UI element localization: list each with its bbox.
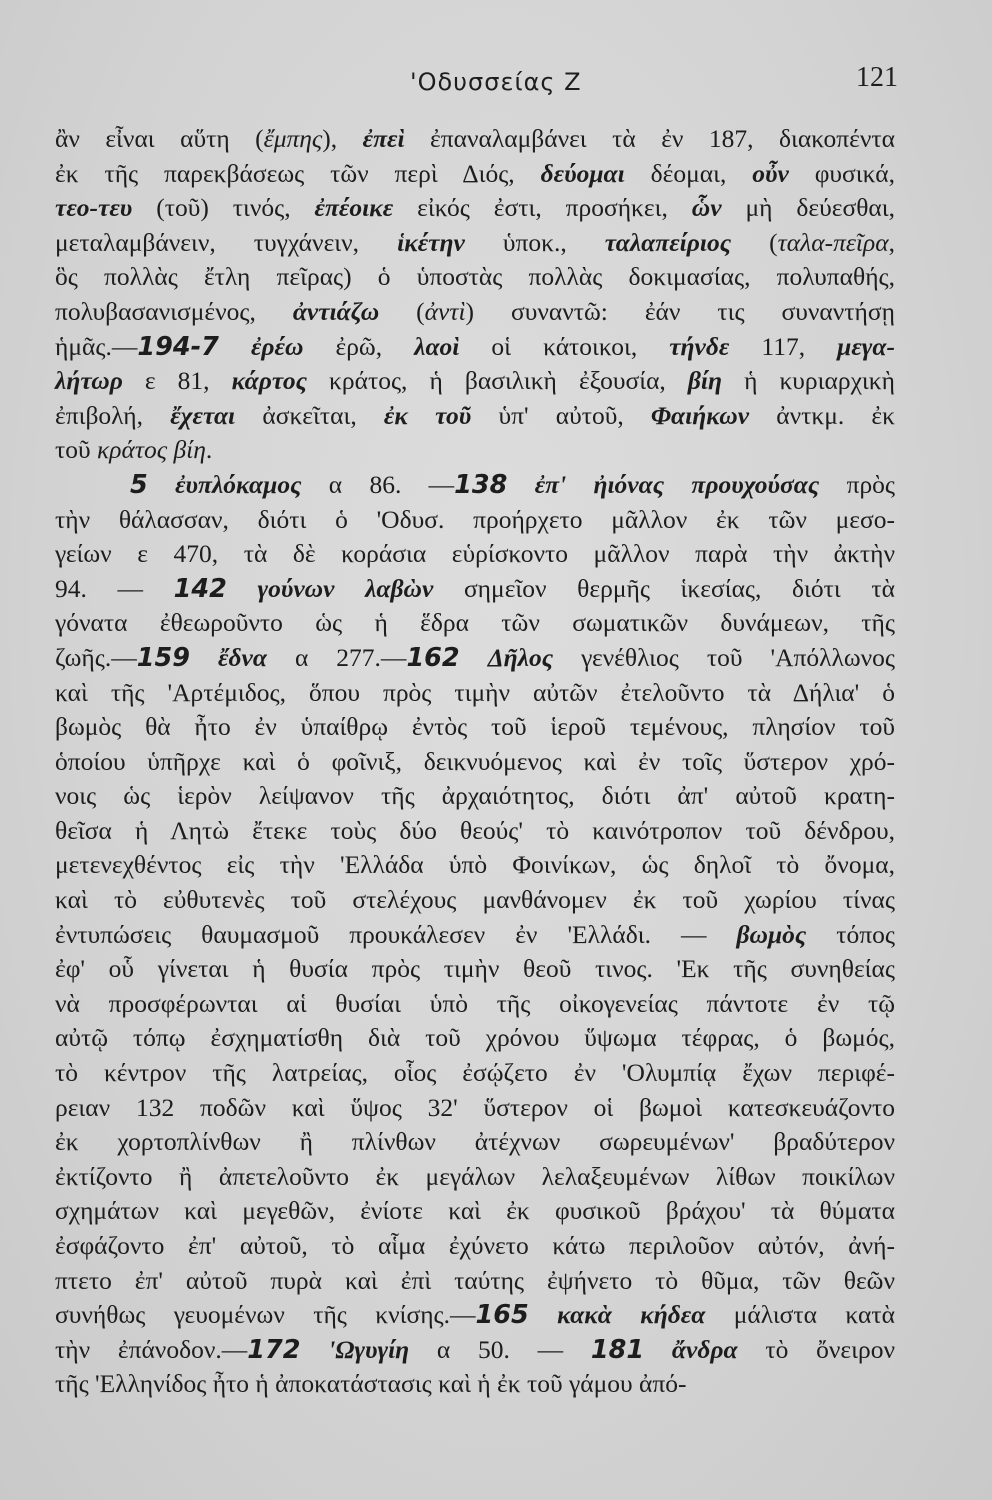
lemma-term: κακὰ κήδεα bbox=[557, 1300, 706, 1330]
italic-run: κράτος βίη bbox=[97, 435, 206, 465]
text-run: ἐντυπώσεις θαυμασμοῦ προυκάλεσεν ἐν 'Ελλάδι. — bbox=[55, 919, 737, 949]
text-run bbox=[190, 643, 218, 672]
verse-number: 159 bbox=[136, 642, 190, 673]
lemma-term: ἐκ τοῦ bbox=[383, 400, 472, 430]
text-run: ἐπιβολή, bbox=[55, 400, 171, 430]
lemma-term: ἄνδρα bbox=[671, 1334, 738, 1364]
text-run bbox=[219, 332, 251, 361]
lemma-term: κάρτος bbox=[231, 366, 307, 396]
text-line bbox=[55, 399, 895, 434]
verse-number: 138 bbox=[454, 469, 508, 500]
text-run: πτετο ἐπ' αὐτοῦ πυρὰ καὶ ἐπὶ ταύτης ἐψήνετο τὸ θῦμα, τῶν θεῶν bbox=[55, 1265, 895, 1295]
text-run: θεῖσα ἡ Λητὼ ἔτεκε τοὺς δύο θεούς' τὸ καινότροπον τοῦ δένδρου, bbox=[55, 815, 895, 845]
text-line bbox=[55, 1229, 895, 1264]
lemma-term: τεο-τευ bbox=[55, 193, 133, 223]
text-line bbox=[55, 1298, 895, 1333]
text-run: ὃς πολλὰς ἔτλη πεῖρας) ὁ ὑποστὰς πολλὰς δοκιμασίας, πολυπαθής, bbox=[55, 262, 895, 292]
text-run: ), bbox=[322, 124, 363, 153]
text-run: δέομαι, bbox=[624, 158, 753, 188]
lemma-term: ἱκέτην bbox=[397, 227, 465, 257]
text-line bbox=[55, 295, 895, 330]
text-run: εἰκός ἐστι, προσήκει, bbox=[393, 193, 692, 223]
lemma-term: τήνδε bbox=[669, 331, 730, 361]
lemma-term: ἔχεται bbox=[170, 400, 236, 430]
text-run: καὶ τὸ εὐθυτενὲς τοῦ στελέχους μανθάνομεν ἐκ τοῦ χωρίου τίνας bbox=[55, 885, 895, 915]
text-run: ἐσφάζοντο ἐπ' αὐτοῦ, τὸ αἷμα ἐχύνετο κάτω περιλοῦον αὐτόν, ἀνή- bbox=[55, 1231, 895, 1260]
lemma-term: ἐπ' ἠιόνας προυχούσας bbox=[534, 469, 820, 499]
text-run: ὑπ' αὐτοῦ, bbox=[471, 400, 651, 430]
text-line bbox=[55, 848, 895, 883]
text-run: ἐρῶ, bbox=[303, 331, 415, 361]
text-line bbox=[55, 191, 895, 226]
text-run: ἐφ' οὗ γίνεται ἡ θυσία πρὸς τιμὴν θεοῦ τινος. 'Εκ τῆς συνηθείας bbox=[55, 954, 895, 984]
text-run: ἀσκεῖται, bbox=[235, 400, 384, 430]
text-line bbox=[55, 1194, 895, 1229]
lemma-term: ἐυπλόκαμος bbox=[175, 469, 302, 499]
text-run: 94. — bbox=[55, 573, 174, 603]
text-line bbox=[55, 606, 895, 641]
text-run bbox=[301, 1335, 329, 1364]
text-run bbox=[529, 1300, 557, 1329]
page-number: 121 bbox=[856, 62, 898, 93]
text-line bbox=[55, 1021, 895, 1056]
text-run: σημεῖον θερμῆς ἱκεσίας, διότι τὰ bbox=[433, 573, 896, 603]
text-line bbox=[55, 1264, 895, 1299]
lemma-term: Φαιήκων bbox=[650, 400, 750, 430]
text-run: καὶ τῆς 'Αρτέμιδος, ὅπου πρὸς τιμὴν αὐτῶν ἐτελοῦντο τὰ Δήλια' ὁ bbox=[55, 677, 895, 707]
text-line bbox=[55, 1333, 895, 1368]
lemma-term: γούνων λαβὼν bbox=[257, 573, 434, 603]
text-run: ) συναντῶ: ἐάν τις συναντήσῃ bbox=[465, 296, 895, 326]
text-line bbox=[55, 157, 895, 192]
text-run: . bbox=[205, 435, 213, 465]
text-line bbox=[55, 122, 895, 157]
lemma-term: λήτωρ bbox=[55, 366, 123, 396]
text-line bbox=[55, 814, 895, 849]
italic-run: ταλα-πεῖρα bbox=[777, 227, 889, 257]
text-run: ρειαν 132 ποδῶν καὶ ὕψος 32' ὕστερον οἱ βωμοὶ κατεσκευάζοντο bbox=[55, 1092, 895, 1122]
lemma-term: 'Ωγυγίη bbox=[328, 1334, 410, 1364]
verse-number: 172 bbox=[247, 1334, 301, 1365]
verse-number: 165 bbox=[475, 1300, 529, 1331]
text-run: ἐκ χορτοπλίνθων ἢ πλίνθων ἀτέχνων σωρευμένων' βραδύτερον bbox=[55, 1127, 895, 1157]
running-head: 'Οδυσσείας Ζ bbox=[410, 68, 582, 96]
text-run: μάλιστα κατὰ bbox=[705, 1300, 895, 1330]
text-line bbox=[55, 433, 895, 468]
verse-number: 162 bbox=[406, 642, 460, 673]
text-run: ε 81, bbox=[122, 366, 232, 396]
text-run: μετενεχθέντος εἰς τὴν 'Ελλάδα ὑπὸ Φοινίκων, ὡς δηλοῖ τὸ ὄνομα, bbox=[55, 850, 895, 880]
text-run: ( bbox=[379, 296, 425, 326]
text-run: ἂν εἶναι αὕτη ( bbox=[55, 124, 264, 153]
text-run: (τοῦ) τινός, bbox=[132, 193, 315, 223]
lemma-term: ἐπέοικε bbox=[314, 193, 394, 223]
text-run: γείων ε 470, τὰ δὲ κοράσια εὑρίσκοντο μᾶλλον παρὰ τὴν ἀκτὴν bbox=[55, 539, 895, 569]
text-run: γόνατα ἐθεωροῦντο ὡς ἡ ἕδρα τῶν σωματικῶν δυνάμεων, τῆς bbox=[55, 608, 895, 638]
text-run: βωμὸς θὰ ἦτο ἐν ὑπαίθρῳ ἐντὸς τοῦ ἱεροῦ τεμένους, πλησίον τοῦ bbox=[55, 712, 895, 742]
text-line bbox=[55, 1367, 895, 1402]
text-line bbox=[55, 1091, 895, 1126]
verse-number: 194-7 bbox=[137, 331, 219, 362]
text-run: ὑποκ., bbox=[464, 227, 605, 257]
text-run: αὐτῷ τόπῳ ἐσχηματίσθη διὰ τοῦ χρόνου ὕψωμα τέφρας, ὁ βωμός, bbox=[55, 1023, 895, 1053]
text-run: , bbox=[888, 227, 895, 257]
lemma-term: ἔδνα bbox=[217, 642, 267, 672]
text-line bbox=[55, 676, 895, 711]
text-run: μεταλαμβάνειν, τυγχάνειν, bbox=[55, 227, 398, 257]
lemma-term: ταλαπείριος bbox=[604, 227, 732, 257]
text-run: τόπος bbox=[806, 919, 895, 949]
lemma-term: ἐρέω bbox=[250, 331, 304, 361]
text-run: ἐκτίζοντο ἢ ἀπετελοῦντο ἐκ μεγάλων λελαξευμένων λίθων ποικίλων bbox=[55, 1161, 895, 1191]
text-line bbox=[55, 226, 895, 261]
italic-run: ἔμπης bbox=[263, 124, 323, 153]
text-run: τῆς 'Ελληνίδος ἦτο ἡ ἀποκατάστασις καὶ ἡ ἐκ τοῦ γάμου ἀπό- bbox=[55, 1369, 687, 1399]
verse-number: 181 bbox=[590, 1334, 645, 1365]
text-run: μὴ δεύεσθαι, bbox=[721, 193, 895, 223]
text-line bbox=[55, 883, 895, 918]
text-line bbox=[55, 537, 895, 572]
lemma-term: ὧν bbox=[691, 193, 722, 223]
text-run: ἐκ τῆς παρεκβάσεως τῶν περὶ Διός, bbox=[55, 158, 541, 188]
text-run: ( bbox=[731, 227, 778, 257]
text-run: οἱ κάτοικοι, bbox=[459, 331, 670, 361]
text-line bbox=[55, 641, 895, 676]
text-line bbox=[55, 364, 895, 399]
lemma-term: βίη bbox=[687, 366, 723, 396]
text-line bbox=[55, 330, 895, 365]
text-run: 117, bbox=[729, 331, 838, 361]
text-line bbox=[55, 952, 895, 987]
text-run: τοῦ bbox=[55, 435, 97, 465]
text-line bbox=[55, 503, 895, 538]
text-run: ὁποίου ὑπῆρχε καὶ ὁ φοῖνιξ, δεικνυόμενος καὶ ἐν τοῖς ὕστερον χρό- bbox=[55, 746, 895, 776]
text-run: ἡμᾶς.— bbox=[55, 331, 138, 361]
text-run: νὰ προσφέρωνται αἱ θυσίαι ὑπὸ τῆς οἰκογενείας πάντοτε ἐν τῷ bbox=[55, 988, 895, 1018]
text-run: γενέθλιος τοῦ 'Απόλλωνος bbox=[553, 642, 896, 672]
italic-run: ἀντὶ bbox=[424, 296, 466, 326]
text-run: α 277.— bbox=[266, 642, 407, 672]
text-run: πολυβασανισμένος, bbox=[55, 296, 293, 326]
lemma-term: βωμὸς bbox=[736, 919, 807, 949]
text-run: τὸ ὄνειρον bbox=[737, 1334, 896, 1364]
lemma-term: Δῆλος bbox=[487, 642, 554, 672]
text-run: ἡ κυριαρχικὴ bbox=[722, 366, 895, 396]
text-run: ἀντκμ. ἐκ bbox=[749, 400, 895, 430]
text-run bbox=[460, 643, 488, 672]
verse-number: 5 bbox=[130, 469, 148, 500]
lemma-term: ἀντιάζω bbox=[292, 296, 380, 326]
text-run: συνήθως γευομένων τῆς κνίσης.— bbox=[55, 1300, 476, 1330]
text-run bbox=[644, 1335, 672, 1364]
text-line bbox=[55, 1160, 895, 1195]
text-run bbox=[227, 574, 258, 603]
commentary-text bbox=[55, 122, 895, 1402]
text-run: α 86. — bbox=[301, 469, 455, 499]
text-line bbox=[55, 710, 895, 745]
text-run: τὴν ἐπάνοδον.— bbox=[55, 1334, 248, 1364]
text-run: κράτος, ἡ βασιλικὴ ἐξουσία, bbox=[306, 366, 688, 396]
text-line bbox=[55, 572, 895, 607]
text-run: τὸ κέντρον τῆς λατρείας, οἷος ἐσῴζετο ἐν 'Ολυμπίᾳ ἔχων περιφέ- bbox=[55, 1058, 895, 1088]
text-line bbox=[55, 1056, 895, 1091]
text-run: ζωῆς.— bbox=[55, 642, 137, 672]
lemma-term: ἐπεὶ bbox=[362, 124, 405, 153]
text-run: α 50. — bbox=[409, 1334, 591, 1364]
text-line bbox=[55, 987, 895, 1022]
text-run: ἐπαναλαμβάνει τὰ ἐν 187, διακοπέντα bbox=[404, 124, 895, 153]
text-run: νοις ὡς ἱερὸν λείψανον τῆς ἀρχαιότητος, διότι ἀπ' αὐτοῦ κρατη- bbox=[55, 781, 895, 811]
lemma-term: μεγα- bbox=[837, 331, 896, 361]
lemma-term: δεύομαι bbox=[540, 158, 625, 188]
lemma-term: οὖν bbox=[752, 158, 789, 188]
text-run: φυσικά, bbox=[788, 158, 896, 188]
text-line bbox=[55, 918, 895, 953]
text-run: σχημάτων καὶ μεγεθῶν, ἐνίοτε καὶ ἐκ φυσικοῦ βράχου' τὰ θύματα bbox=[55, 1196, 895, 1226]
lemma-term: λαοὶ bbox=[414, 331, 460, 361]
text-run bbox=[507, 470, 534, 499]
text-line bbox=[55, 745, 895, 780]
text-line bbox=[55, 1125, 895, 1160]
text-run bbox=[148, 470, 175, 499]
verse-number: 142 bbox=[173, 573, 227, 604]
text-line bbox=[55, 468, 895, 503]
text-run: τὴν θάλασσαν, διότι ὁ 'Οδυσ. προήρχετο μᾶλλον ἐκ τῶν μεσο- bbox=[55, 504, 895, 534]
text-run: πρὸς bbox=[819, 469, 896, 499]
text-line bbox=[55, 260, 895, 295]
text-line bbox=[55, 779, 895, 814]
